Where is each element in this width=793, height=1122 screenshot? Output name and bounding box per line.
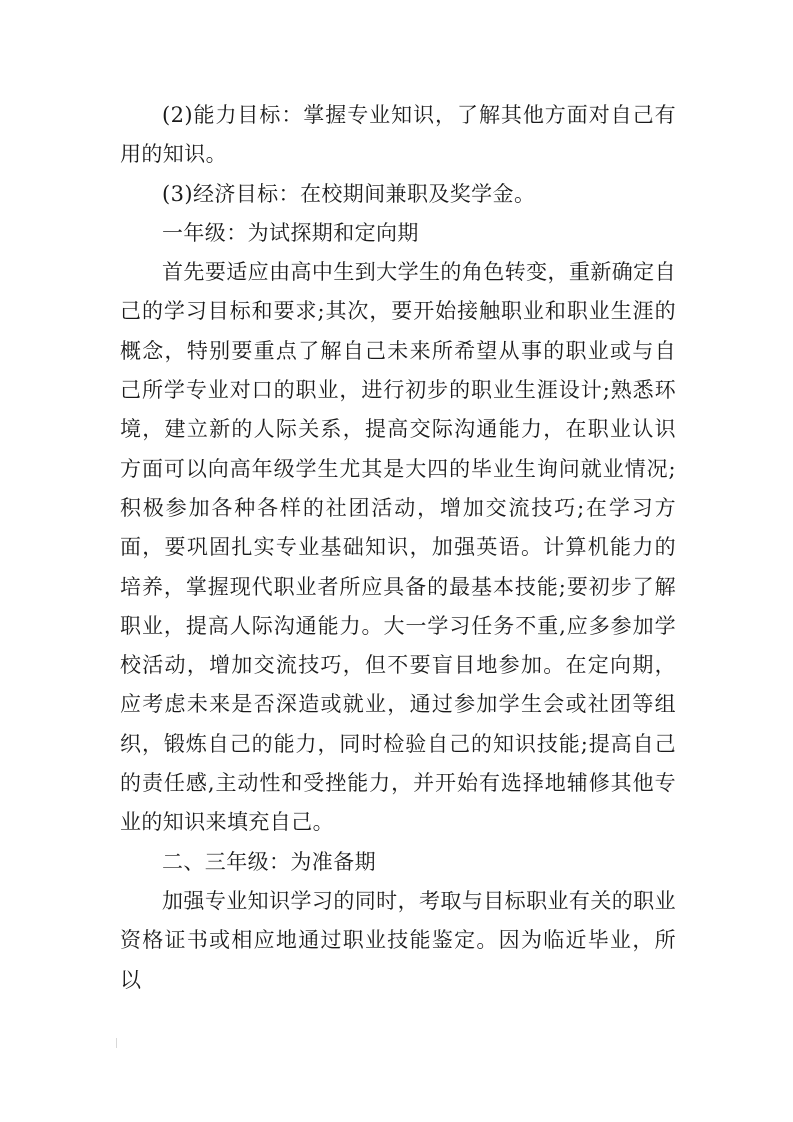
- heading-second-third-year: 二、三年级：为准备期: [162, 849, 376, 874]
- margin-corner-mark: [116, 1038, 120, 1048]
- paragraph-second-third-year-plan: 加强专业知识学习的同时，考取与目标职业有关的职业资格证书或相应地通过职业技能鉴定。因为临近毕业，所以: [120, 888, 676, 992]
- heading-first-year: 一年级：为试探期和定向期: [162, 220, 419, 245]
- paragraph-first-year-plan: 首先要适应由高中生到大学生的角色转变，重新确定自己的学习目标和要求;其次，要开始接触职业和职业生涯的概念，特别要重点了解自己未来所希望从事的职业或与自己所学专业对口的职业，进行初步的职业生涯设计;熟悉环境，建立新的人际关系，提高交际沟通能力，在职业认识方面可以向高年级学生尤其是大四的毕业生询问就业情况;积极参加各种各样的社团活动，增加交流技巧;在学习方面，要巩固扎实专业基础知识，加强英语。计算机能力的培养，掌握现代职业者所应具备的最基本技能;要初步了解职业，提高人际沟通能力。大一学习任务不重,应多参加学校活动，增加交流技巧，但不要盲目地参加。在定向期，应考虑未来是否深造或就业，通过参加学生会或社团等组织，锻炼自己的能力，同时检验自己的知识技能;提高自己的责任感,主动性和受挫能力，并开始有选择地辅修其他专业的知识来填充自己。: [120, 260, 676, 835]
- paragraph-economic-goal: (3)经济目标：在校期间兼职及奖学金。: [162, 181, 536, 206]
- document-body: [120, 96, 676, 1000]
- paragraph-ability-goal: (2)能力目标：掌握专业知识，了解其他方面对自己有用的知识。: [120, 103, 676, 167]
